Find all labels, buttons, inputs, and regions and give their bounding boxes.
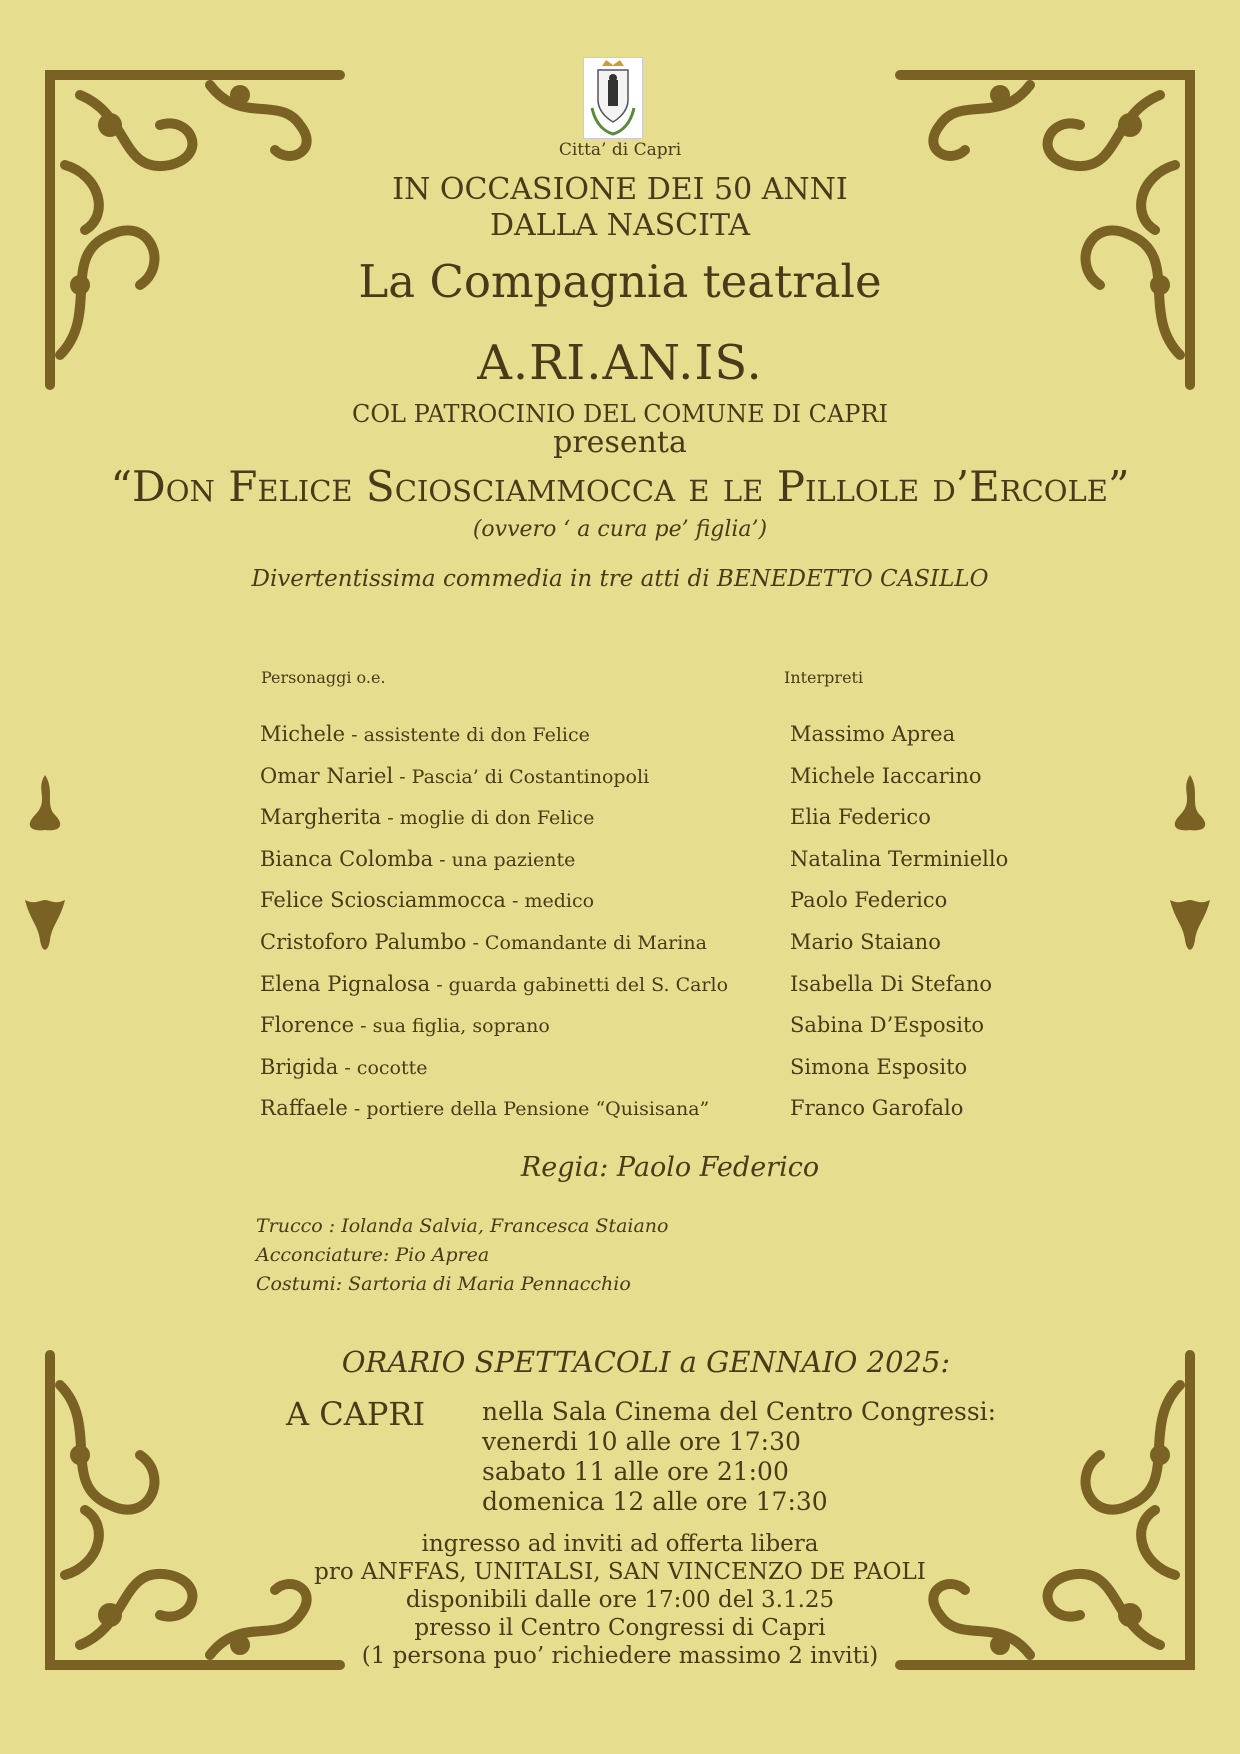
schedule-venue-block — [482, 1397, 996, 1517]
character-name: Omar Nariel — [260, 763, 394, 788]
admission-line-4: presso il Centro Congressi di Capri — [414, 1615, 826, 1641]
side-ornament-left-top — [20, 770, 70, 835]
actor-name: Michele Iaccarino — [790, 763, 982, 788]
hair-credit: Acconciature: Pio Aprea — [256, 1244, 490, 1266]
schedule-place: A CAPRI — [286, 1395, 426, 1433]
actors-header: Interpreti — [784, 668, 864, 687]
actor-name: Isabella Di Stefano — [790, 971, 993, 996]
character-role: - portiere della Pensione “Quisisana” — [347, 1098, 710, 1121]
show-time: sabato 11 alle ore 21:00 — [482, 1457, 789, 1486]
list-item — [260, 1013, 728, 1055]
list-item — [260, 972, 728, 1014]
admission-line-1: ingresso ad inviti ad offerta libera — [421, 1531, 819, 1557]
character-name: Margherita — [260, 805, 382, 830]
actor-name: Massimo Aprea — [790, 722, 956, 746]
side-ornament-right-bottom — [1165, 895, 1215, 960]
characters-header: Personaggi o.e. — [261, 668, 386, 687]
play-title: “Don Felice Sciosciammocca e le Pillole d’Ercole” — [110, 462, 1130, 511]
character-name: Raffaele — [260, 1096, 348, 1121]
character-role: - cocotte — [338, 1056, 428, 1079]
director-credit: Regia: Paolo Federico — [520, 1152, 820, 1183]
admission-line-2: pro ANFFAS, UNITALSI, SAN VINCENZO DE PAOLI — [314, 1559, 926, 1585]
actor-name: Natalina Terminiello — [790, 846, 1009, 871]
character-name: Felice Sciosciammocca — [260, 888, 506, 913]
list-item — [260, 930, 728, 972]
character-role: - guarda gabinetti del S. Carlo — [430, 973, 729, 996]
admission-line-5: (1 persona puo’ richiedere massimo 2 inviti) — [361, 1643, 879, 1669]
list-item — [260, 1096, 728, 1138]
side-ornament-left-bottom — [20, 895, 70, 960]
character-role: - sua figlia, soprano — [354, 1015, 550, 1038]
list-item — [260, 847, 728, 889]
list-item — [260, 1055, 728, 1097]
city-coat-of-arms — [583, 57, 643, 139]
play-description: Divertentissima commedia in tre atti di BENEDETTO CASILLO — [251, 566, 989, 592]
character-role: - una paziente — [433, 848, 576, 871]
company-name: A.RI.AN.IS. — [477, 335, 763, 391]
crew-credits — [256, 1212, 668, 1299]
side-ornament-right-top — [1165, 770, 1215, 835]
character-list — [260, 722, 728, 1138]
list-item — [260, 805, 728, 847]
actor-name: Simona Esposito — [790, 1054, 968, 1079]
list-item — [260, 888, 728, 930]
character-role: - Pascia’ di Costantinopoli — [393, 765, 650, 788]
occasion-line-1: IN OCCASIONE DEI 50 ANNI — [392, 172, 848, 207]
schedule-heading: ORARIO SPETTACOLI a GENNAIO 2025: — [341, 1345, 951, 1379]
character-name: Michele — [260, 722, 346, 746]
actor-name: Sabina D’Esposito — [790, 1013, 985, 1038]
patronage-text: COL PATROCINIO DEL COMUNE DI CAPRI — [351, 400, 888, 428]
list-item — [260, 722, 728, 764]
actor-list — [790, 722, 1008, 1138]
city-label: Citta’ di Capri — [558, 140, 682, 160]
company-label: La Compagnia teatrale — [358, 255, 882, 308]
actor-name: Mario Staiano — [790, 929, 941, 954]
character-role: - moglie di don Felice — [381, 807, 595, 830]
play-subtitle: (ovvero ‘ a cura pe’ figlia’) — [472, 517, 768, 542]
list-item — [260, 764, 728, 806]
character-role: - Comandante di Marina — [466, 931, 707, 954]
actor-name: Elia Federico — [790, 805, 931, 830]
character-name: Florence — [260, 1013, 355, 1038]
admission-info — [0, 1530, 1240, 1670]
occasion-line-2: DALLA NASCITA — [489, 208, 751, 243]
makeup-credit: Trucco : Iolanda Salvia, Francesca Staiano — [256, 1215, 669, 1237]
character-name: Elena Pignalosa — [260, 971, 431, 996]
admission-line-3: disponibili dalle ore 17:00 del 3.1.25 — [405, 1587, 835, 1613]
character-role: - medico — [505, 890, 595, 913]
actor-name: Paolo Federico — [790, 888, 948, 913]
character-role: - assistente di don Felice — [345, 724, 590, 746]
character-name: Brigida — [260, 1054, 339, 1079]
show-time: venerdi 10 alle ore 17:30 — [482, 1427, 801, 1456]
character-name: Cristoforo Palumbo — [260, 929, 467, 954]
costumes-credit: Costumi: Sartoria di Maria Pennacchio — [256, 1273, 631, 1295]
presents-text: presenta — [553, 425, 687, 460]
actor-name: Franco Garofalo — [790, 1096, 964, 1121]
show-time: domenica 12 alle ore 17:30 — [482, 1487, 828, 1516]
occasion-text — [0, 172, 1240, 244]
character-name: Bianca Colomba — [260, 846, 434, 871]
venue-name: nella Sala Cinema del Centro Congressi: — [482, 1397, 997, 1426]
